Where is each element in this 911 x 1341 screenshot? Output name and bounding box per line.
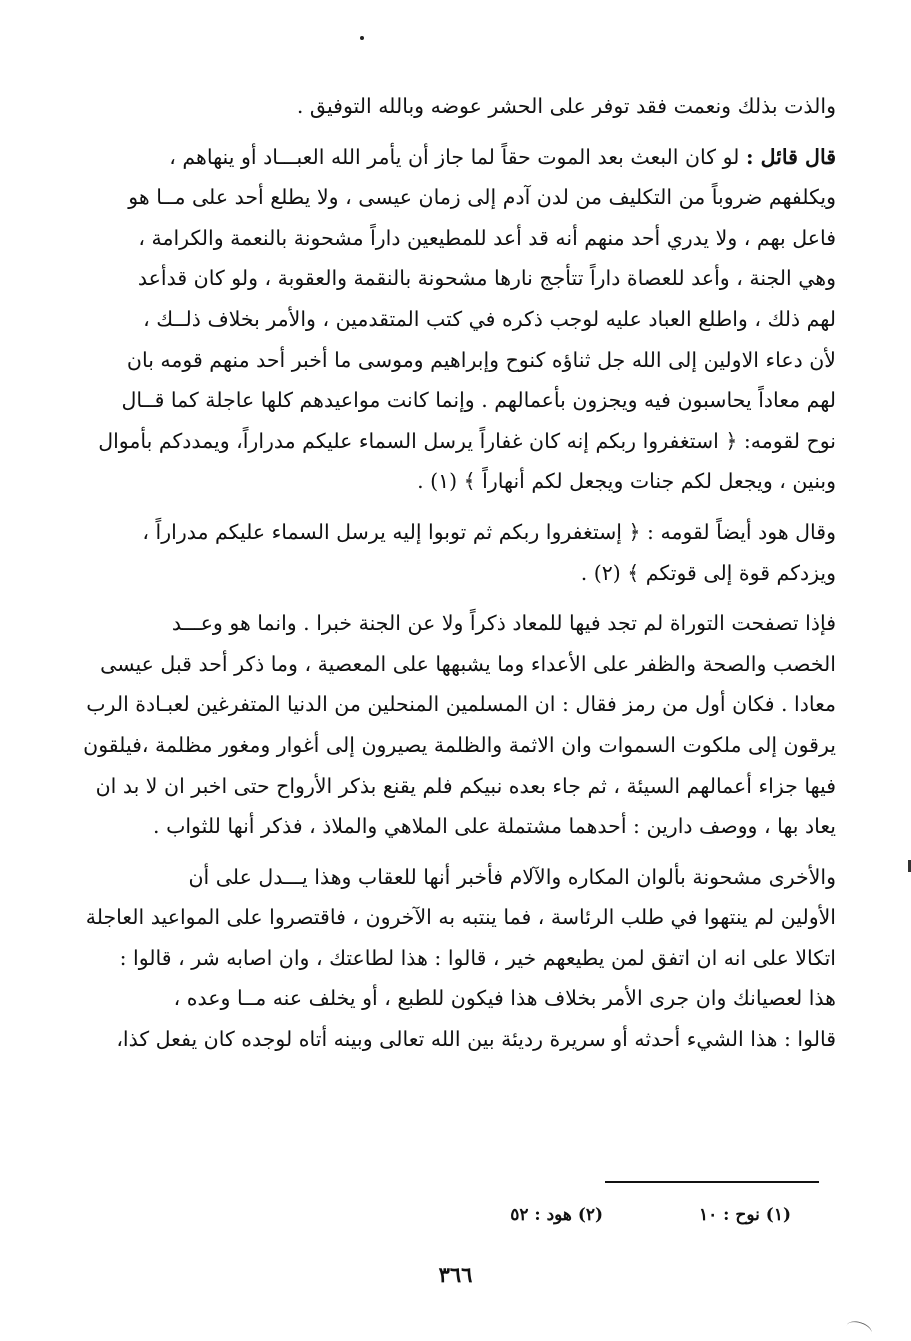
main-text xyxy=(70,86,836,1060)
text-line: لهم معاداً يحاسبون فيه ويجزون بأعمالهم . وإنما كانت مواعيدهم كلها عاجلة كما قــال xyxy=(121,388,836,413)
paragraph-2 xyxy=(70,137,836,502)
text-line: الخصب والصحة والظفر على الأعداء وما يشبهها على المعصية ، وما ذكر أحد قبل عيسى xyxy=(100,651,836,676)
text-line: هذا لعصيانك وان جرى الأمر بخلاف هذا فيكون للطبع ، أو يخلف عنه مــا وعده ، xyxy=(173,986,836,1011)
scan-mark xyxy=(844,1318,873,1340)
text-line: الأولين لم ينتهوا في طلب الرئاسة ، فما ينتبه به الآخرون ، فاقتصروا على المواعيد العاجلة xyxy=(85,905,836,930)
text-line: معادا . فكان أول من رمز فقال : ان المسلمين المنحلين من الدنيا المتفرغين لعبـادة الرب xyxy=(86,692,836,717)
text-line: قالوا : هذا الشيء أحدثه أو سريرة رديئة بين الله تعالى وبينه أتاه لوجده كان يفعل كذا، xyxy=(116,1027,836,1052)
text-line: ويزدكم قوة إلى قوتكم ﴾ (٢) . xyxy=(580,560,836,585)
paragraph-1 xyxy=(70,86,836,127)
footnotes xyxy=(510,1205,791,1225)
text-line: والذت بذلك ونعمت فقد توفر على الحشر عوضه وبالله التوفيق . xyxy=(296,94,836,118)
text-line: يعاد بها ، ووصف دارين : أحدهما مشتملة على الملاهي والملاذ ، فذكر أنها للثواب . xyxy=(153,814,836,839)
text-line: يرقون إلى ملكوت السموات وان الاثمة والظلمة يصيرون إلى أغوار ومغور مظلمة ،فيلقون xyxy=(83,732,836,757)
ink-dot xyxy=(360,36,364,40)
text-line: والأخرى مشحونة بألوان المكاره والآلام فأخبر أنها للعقاب وهذا يـــدل على أن xyxy=(188,864,836,889)
text-line: لهم ذلك ، واطلع العباد عليه لوجب ذكره في كتب المتقدمين ، والأمر بخلاف ذلــك ، xyxy=(143,306,836,331)
text-line: وبنين ، ويجعل لكم جنات ويجعل لكم أنهاراً ﴾ (١) . xyxy=(417,469,836,494)
text-line: نوح لقومه: ﴿ استغفروا ربكم إنه كان غفاراً يرسل السماء عليكم مدراراً، ويمددكم بأموال xyxy=(98,428,836,453)
paragraph-5 xyxy=(70,857,836,1060)
text-line: فاعل بهم ، ولا يدري أحد منهم أنه قد أعد للمطيعين داراً مشحونة بالنعمة والكرامة ، xyxy=(138,225,836,250)
text-line: قال قائل : لو كان البعث بعد الموت حقاً لما جاز أن يأمر الله العبـــاد أو ينهاهم ، xyxy=(169,144,836,169)
footnote-1: (١) نوح : ١٠ xyxy=(698,1205,791,1225)
text-line: وقال هود أيضاً لقومه : ﴿ إستغفروا ربكم ثم توبوا إليه يرسل السماء عليكم مدراراً ، xyxy=(142,519,836,544)
footnote-divider xyxy=(605,1181,819,1183)
text-line: ويكلفهم ضروباً من التكليف من لدن آدم إلى زمان عيسى ، ولا يطلع أحد على مــا هو xyxy=(128,185,836,210)
page-number: ٣٦٦ xyxy=(438,1262,473,1287)
paragraph-3 xyxy=(70,512,836,593)
text-line: فيها جزاء أعمالهم السيئة ، ثم جاء بعده نبيكم فلم يقنع بذكر الأرواح حتى اخبر ان لا بد ان xyxy=(95,773,836,798)
paragraph-lead: قال قائل : xyxy=(745,144,836,169)
text-line: اتكالا على انه ان اتفق لمن يطيعهم خير ، قالوا : هذا لطاعتك ، وان اصابه شر ، قالوا : xyxy=(119,945,836,970)
text-line: فإذا تصفحت التوراة لم تجد فيها للمعاد ذكراً ولا عن الجنة خبرا . وانما هو وعـــد xyxy=(171,611,836,636)
paragraph-4 xyxy=(70,603,836,847)
footnote-2: (٢) هود : ٥٢ xyxy=(510,1205,604,1225)
text-line: لأن دعاء الاولين إلى الله جل ثناؤه كنوح وإبراهيم وموسى ما أخبر أحد منهم قومه بان xyxy=(126,347,836,372)
text-line: وهي الجنة ، وأعد للعصاة داراً تتأجج نارها مشحونة بالنقمة والعقوبة ، ولو كان قدأعد xyxy=(137,266,836,291)
